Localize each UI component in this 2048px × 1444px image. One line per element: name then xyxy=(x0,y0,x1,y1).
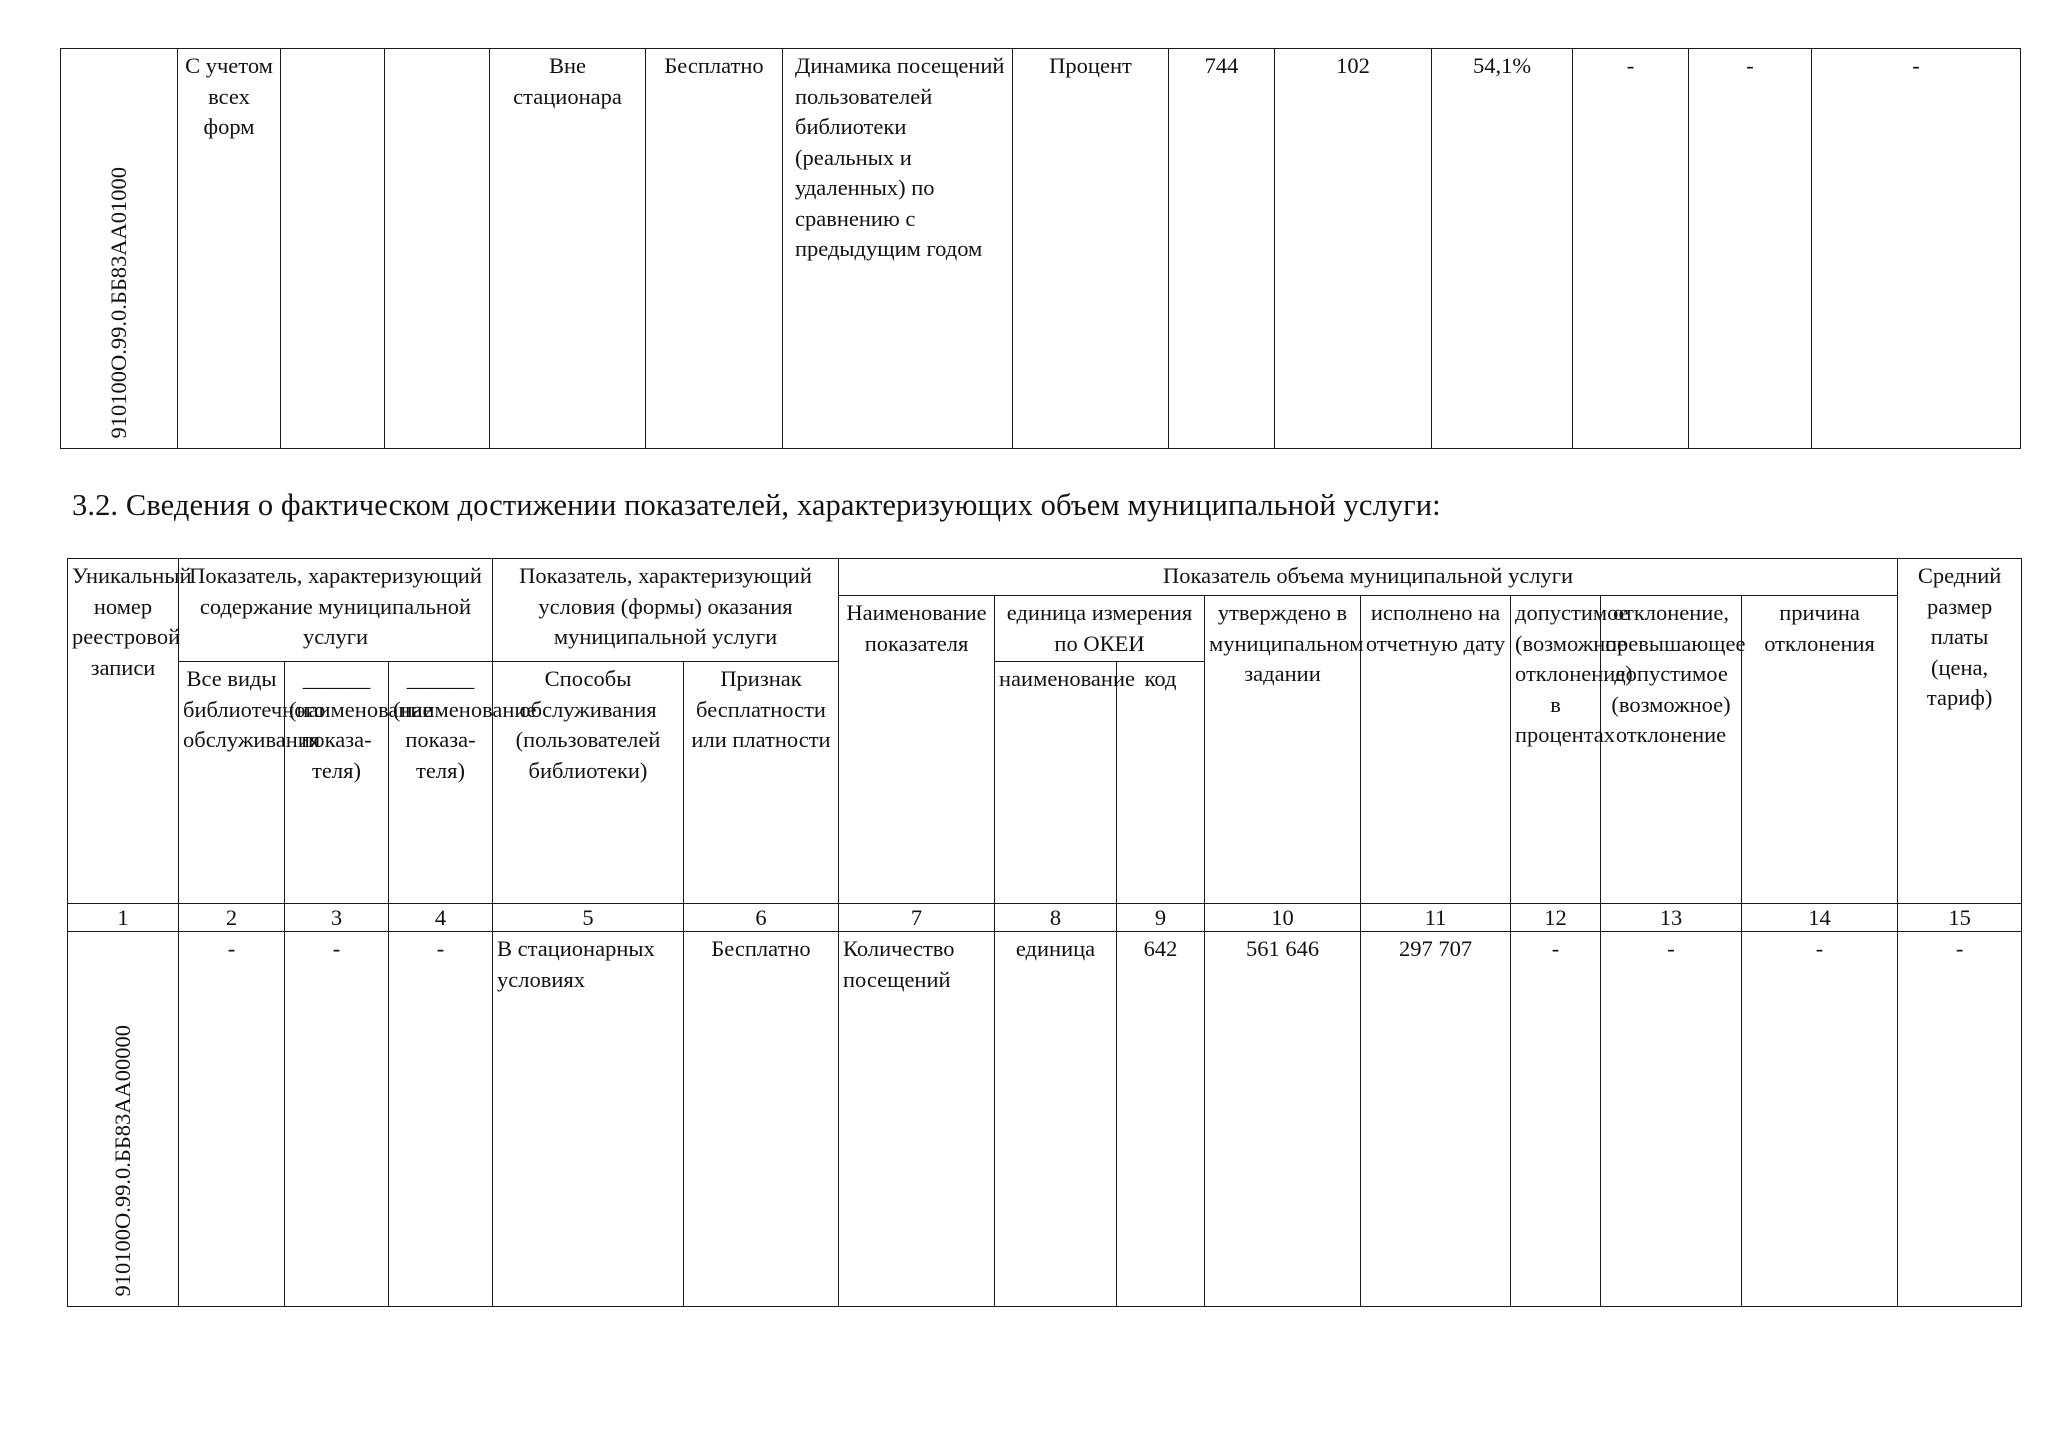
approved-value: 561 646 xyxy=(1205,932,1361,1307)
header-indicator-name: Наименование показателя xyxy=(839,596,995,904)
column-number: 1 xyxy=(68,904,179,932)
section-heading: 3.2. Сведения о фактическом достижении показателей, характеризующих объем муниципальной услуги: xyxy=(72,488,1441,522)
header-actual: исполнено на отчетную дату xyxy=(1361,596,1511,904)
header-reason: причина отклонения xyxy=(1742,596,1898,904)
column-number: 11 xyxy=(1361,904,1511,932)
blank-line: ______ xyxy=(302,666,371,691)
header-indicator-col3 xyxy=(285,662,433,904)
content-all-forms: С учетом всех форм xyxy=(178,49,281,449)
deviation-reason: - xyxy=(1812,49,2021,449)
unit-value: единица xyxy=(995,932,1117,1307)
condition-form: Вне стационара xyxy=(490,49,646,449)
column-number: 3 xyxy=(285,904,389,932)
registry-number: 910100О.99.0.ББ83АА00000 xyxy=(110,1024,135,1296)
actual-value: 54,1% xyxy=(1432,49,1573,449)
column-numbers-row xyxy=(68,904,2022,932)
header-indicator-col4 xyxy=(389,662,537,904)
header-volume-indicator: Показатель объема муниципальной услуги xyxy=(839,559,1898,596)
column-number: 6 xyxy=(684,904,839,932)
header-conditions-indicator: Показатель, характеризующий условия (формы) оказания муниципальной услуги xyxy=(493,559,839,662)
volume-indicators-table xyxy=(67,558,2022,1307)
okei-code-value: 642 xyxy=(1117,932,1205,1307)
table-row xyxy=(61,49,2021,449)
col4-value: - xyxy=(389,932,493,1307)
registry-number-cell xyxy=(61,49,178,449)
service-method-value: В стационарных условиях xyxy=(493,932,684,1307)
column-number: 8 xyxy=(995,904,1117,932)
empty-cell xyxy=(281,49,385,449)
header-content-indicator: Показатель, характеризующий содержание муниципальной услуги xyxy=(179,559,493,662)
header-excess-deviation: отклонение, превышающее допустимое (возможное) отклонение xyxy=(1601,596,1742,904)
column-number: 14 xyxy=(1742,904,1898,932)
registry-number-cell xyxy=(68,932,179,1307)
actual-value: 297 707 xyxy=(1361,932,1511,1307)
column-number: 15 xyxy=(1898,904,2022,932)
header-row xyxy=(68,559,2022,596)
quality-indicators-table xyxy=(60,48,2021,449)
payment-sign: Бесплатно xyxy=(646,49,783,449)
excess-deviation: - xyxy=(1689,49,1812,449)
header-avg-fee: Средний размер платы (цена, тариф) xyxy=(1898,559,2022,904)
payment-value: Бесплатно xyxy=(684,932,839,1307)
header-okei-code: код xyxy=(1117,662,1205,904)
reason-value: - xyxy=(1742,932,1898,1307)
column-number: 9 xyxy=(1117,904,1205,932)
indicator-name-placeholder: (наименование показа-теля) xyxy=(289,696,433,783)
header-approved: утверждено в муниципальном задании xyxy=(1205,596,1361,904)
indicator-name-placeholder: (наименование показа-теля) xyxy=(393,696,537,783)
header-all-types: Все виды библиотечного обслуживания xyxy=(179,662,285,904)
blank-line: ______ xyxy=(406,666,475,691)
excess-deviation-value: - xyxy=(1601,932,1742,1307)
empty-cell xyxy=(385,49,490,449)
header-unique-number: Уникальный номер реестровой записи xyxy=(68,559,179,904)
avg-fee-value: - xyxy=(1898,932,2022,1307)
column-number: 5 xyxy=(493,904,684,932)
allowed-deviation: - xyxy=(1573,49,1689,449)
header-free-paid-sign: Признак бесплатности или платности xyxy=(684,662,839,904)
allowed-deviation-value: - xyxy=(1511,932,1601,1307)
approved-value: 102 xyxy=(1275,49,1432,449)
col3-value: - xyxy=(285,932,389,1307)
unit-name: Процент xyxy=(1013,49,1169,449)
header-okei-name: наименование xyxy=(995,662,1117,904)
column-number: 12 xyxy=(1511,904,1601,932)
okei-code: 744 xyxy=(1169,49,1275,449)
table-row xyxy=(68,932,2022,1307)
indicator-name-value: Количество посещений xyxy=(839,932,995,1307)
all-types-value: - xyxy=(179,932,285,1307)
column-number: 10 xyxy=(1205,904,1361,932)
header-service-methods: Способы обслуживания (пользователей библиотеки) xyxy=(493,662,684,904)
column-number: 4 xyxy=(389,904,493,932)
column-number: 13 xyxy=(1601,904,1742,932)
indicator-name: Динамика посещений пользователей библиотеки (реальных и удаленных) по сравнению с предыдущим годом xyxy=(783,49,1013,449)
header-okei-unit: единица измерения по ОКЕИ xyxy=(995,596,1205,662)
header-allowed-deviation: допустимое (возможное отклонение) в процентах xyxy=(1511,596,1601,904)
registry-number: 910100О.99.0.ББ83АА01000 xyxy=(106,166,131,438)
column-number: 7 xyxy=(839,904,995,932)
column-number: 2 xyxy=(179,904,285,932)
